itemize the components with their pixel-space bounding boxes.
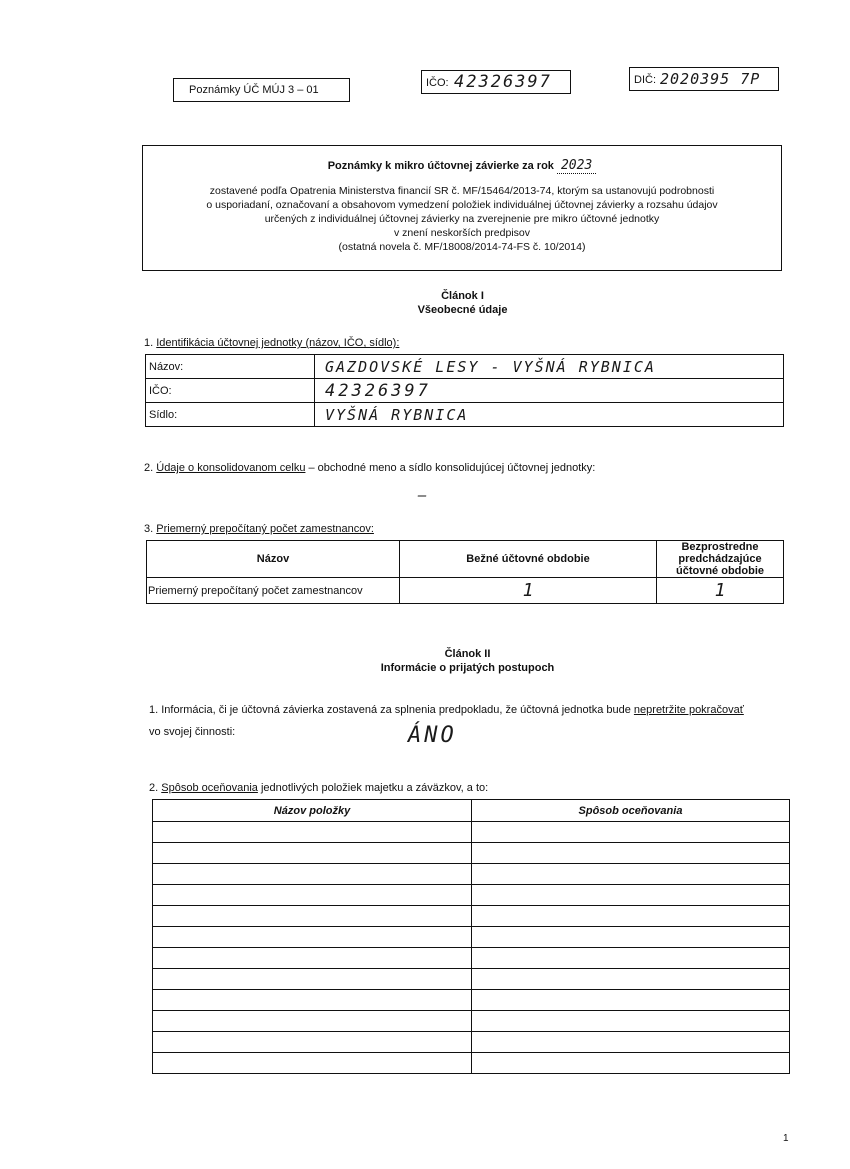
article1-subheading: Všeobecné údaje: [417, 304, 508, 316]
valuation-col-method: Spôsob oceňovania: [472, 800, 790, 822]
article1-item1-label: Identifikácia účtovnej jednotky (názov, IČO, sídlo):: [156, 337, 400, 349]
ico-box: [421, 70, 571, 94]
article1-item1-num: 1.: [144, 337, 154, 349]
dic-label: DIČ:: [634, 74, 656, 86]
valuation-cell: [472, 1011, 790, 1032]
title-line: [143, 158, 781, 173]
emp-col-name: Názov: [147, 541, 400, 578]
article2-item2: [149, 782, 488, 794]
page-number: 1: [783, 1133, 789, 1144]
title-desc-line-4: v znení neskorších predpisov: [394, 227, 530, 239]
valuation-cell: [472, 843, 790, 864]
table-row: [153, 906, 790, 927]
emp-current-value: 1: [400, 578, 657, 604]
title-box: [142, 145, 782, 271]
table-row: [153, 800, 790, 822]
article2-item1-cont: vo svojej činnosti:: [149, 726, 236, 738]
table-row: [153, 948, 790, 969]
article2-heading: Článok II: [444, 648, 491, 660]
valuation-cell: [472, 990, 790, 1011]
valuation-cell: [472, 1053, 790, 1074]
valuation-cell: [472, 885, 790, 906]
valuation-cell: [472, 906, 790, 927]
article1-item2: [144, 462, 595, 474]
table-row: [153, 1011, 790, 1032]
valuation-cell: [153, 906, 472, 927]
emp-row-label: Priemerný prepočítaný počet zamestnancov: [147, 578, 400, 604]
identification-table: [145, 354, 784, 427]
ico-label: IČO:: [426, 77, 449, 89]
table-row: [153, 885, 790, 906]
article1-item2-num: 2.: [144, 462, 154, 474]
valuation-cell: [472, 864, 790, 885]
valuation-cell: [153, 1011, 472, 1032]
title-desc-line-1: zostavené podľa Opatrenia Ministerstva financií SR č. MF/15464/2013-74, ktorým sa ustanovujú podrobnosti: [209, 185, 715, 197]
valuation-cell: [472, 1032, 790, 1053]
valuation-cell: [472, 822, 790, 843]
valuation-cell: [153, 948, 472, 969]
table-row: [153, 1053, 790, 1074]
id-value-ico: 42326397: [315, 379, 784, 403]
valuation-cell: [472, 969, 790, 990]
valuation-cell: [472, 948, 790, 969]
title-desc-line-3: určených z individuálnej účtovnej závierky na zverejnenie pre mikro účtovné jednotky: [264, 213, 660, 225]
article2-item2-underlined: Spôsob oceňovania: [161, 782, 258, 794]
table-row: [147, 578, 784, 604]
title-desc-line-5: (ostatná novela č. MF/18008/2014-74-FS č. 10/2014): [338, 241, 586, 253]
article1-item3-num: 3.: [144, 523, 154, 535]
article1-item3: [144, 523, 374, 535]
table-row: [153, 864, 790, 885]
table-row: [153, 1032, 790, 1053]
valuation-cell: [153, 990, 472, 1011]
article1-item3-label: Priemerný prepočítaný počet zamestnancov:: [156, 523, 374, 535]
article2-item2-rest: jednotlivých položiek majetku a záväzkov, a to:: [257, 782, 489, 794]
valuation-cell: [153, 822, 472, 843]
table-row: [146, 379, 784, 403]
table-row: [153, 990, 790, 1011]
valuation-col-item: Názov položky: [153, 800, 472, 822]
employees-table: [146, 540, 784, 604]
table-row: [147, 541, 784, 578]
article2-item1: [149, 704, 794, 716]
article2-item1-underlined: nepretržite pokračovať: [633, 704, 744, 716]
title-desc-line-2: o usporiadaní, označovaní a obsahovom vymedzení položiek individuálnej účtovnej závierky a rozsahu údajov: [206, 199, 718, 211]
id-label-ico: IČO:: [146, 379, 315, 403]
id-label-seat: Sídlo:: [146, 403, 315, 427]
title-prefix: Poznámky k mikro účtovnej závierke za rok: [327, 160, 554, 172]
dic-box: [629, 67, 779, 91]
emp-previous-value: 1: [657, 578, 784, 604]
valuation-cell: [153, 864, 472, 885]
valuation-cell: [153, 885, 472, 906]
table-row: [153, 822, 790, 843]
table-row: [153, 969, 790, 990]
consolidation-value: —: [418, 488, 427, 504]
valuation-cell: [153, 1032, 472, 1053]
id-value-seat: VYŠNÁ RYBNICA: [315, 403, 784, 427]
dic-value: 2020395 7P: [660, 70, 761, 88]
valuation-table: [152, 799, 790, 1074]
article1-item2-label: Údaje o konsolidovanom celku: [156, 462, 306, 474]
valuation-cell: [153, 843, 472, 864]
form-code-box: [173, 78, 350, 102]
valuation-cell: [153, 969, 472, 990]
emp-col-previous: Bezprostredne predchádzajúce účtovné obdobie: [657, 541, 784, 578]
article1-item2-rest: – obchodné meno a sídlo konsolidujúcej účtovnej jednotky:: [305, 462, 596, 474]
title-description: [143, 184, 781, 254]
table-row: [153, 843, 790, 864]
valuation-cell: [153, 927, 472, 948]
article1-heading: Článok I: [441, 290, 484, 302]
id-value-name: GAZDOVSKÉ LESY - VYŠNÁ RYBNICA: [315, 355, 784, 379]
form-code: Poznámky ÚČ MÚJ 3 – 01: [189, 84, 319, 96]
table-row: [153, 927, 790, 948]
article1-item1: [144, 337, 399, 349]
emp-col-current: Bežné účtovné obdobie: [400, 541, 657, 578]
id-label-name: Názov:: [146, 355, 315, 379]
table-row: [146, 355, 784, 379]
going-concern-answer: ÁNO: [408, 723, 457, 748]
title-year: 2023: [557, 158, 596, 174]
article2-item2-num: 2.: [149, 782, 159, 794]
valuation-cell: [472, 927, 790, 948]
valuation-cell: [153, 1053, 472, 1074]
ico-value: 42326397: [454, 72, 552, 92]
table-row: [146, 403, 784, 427]
article2-subheading: Informácie o prijatých postupoch: [380, 662, 555, 674]
article2-item1-text: 1. Informácia, či je účtovná závierka zostavená za splnenia predpokladu, že účtovná jednotka bude: [149, 704, 634, 716]
